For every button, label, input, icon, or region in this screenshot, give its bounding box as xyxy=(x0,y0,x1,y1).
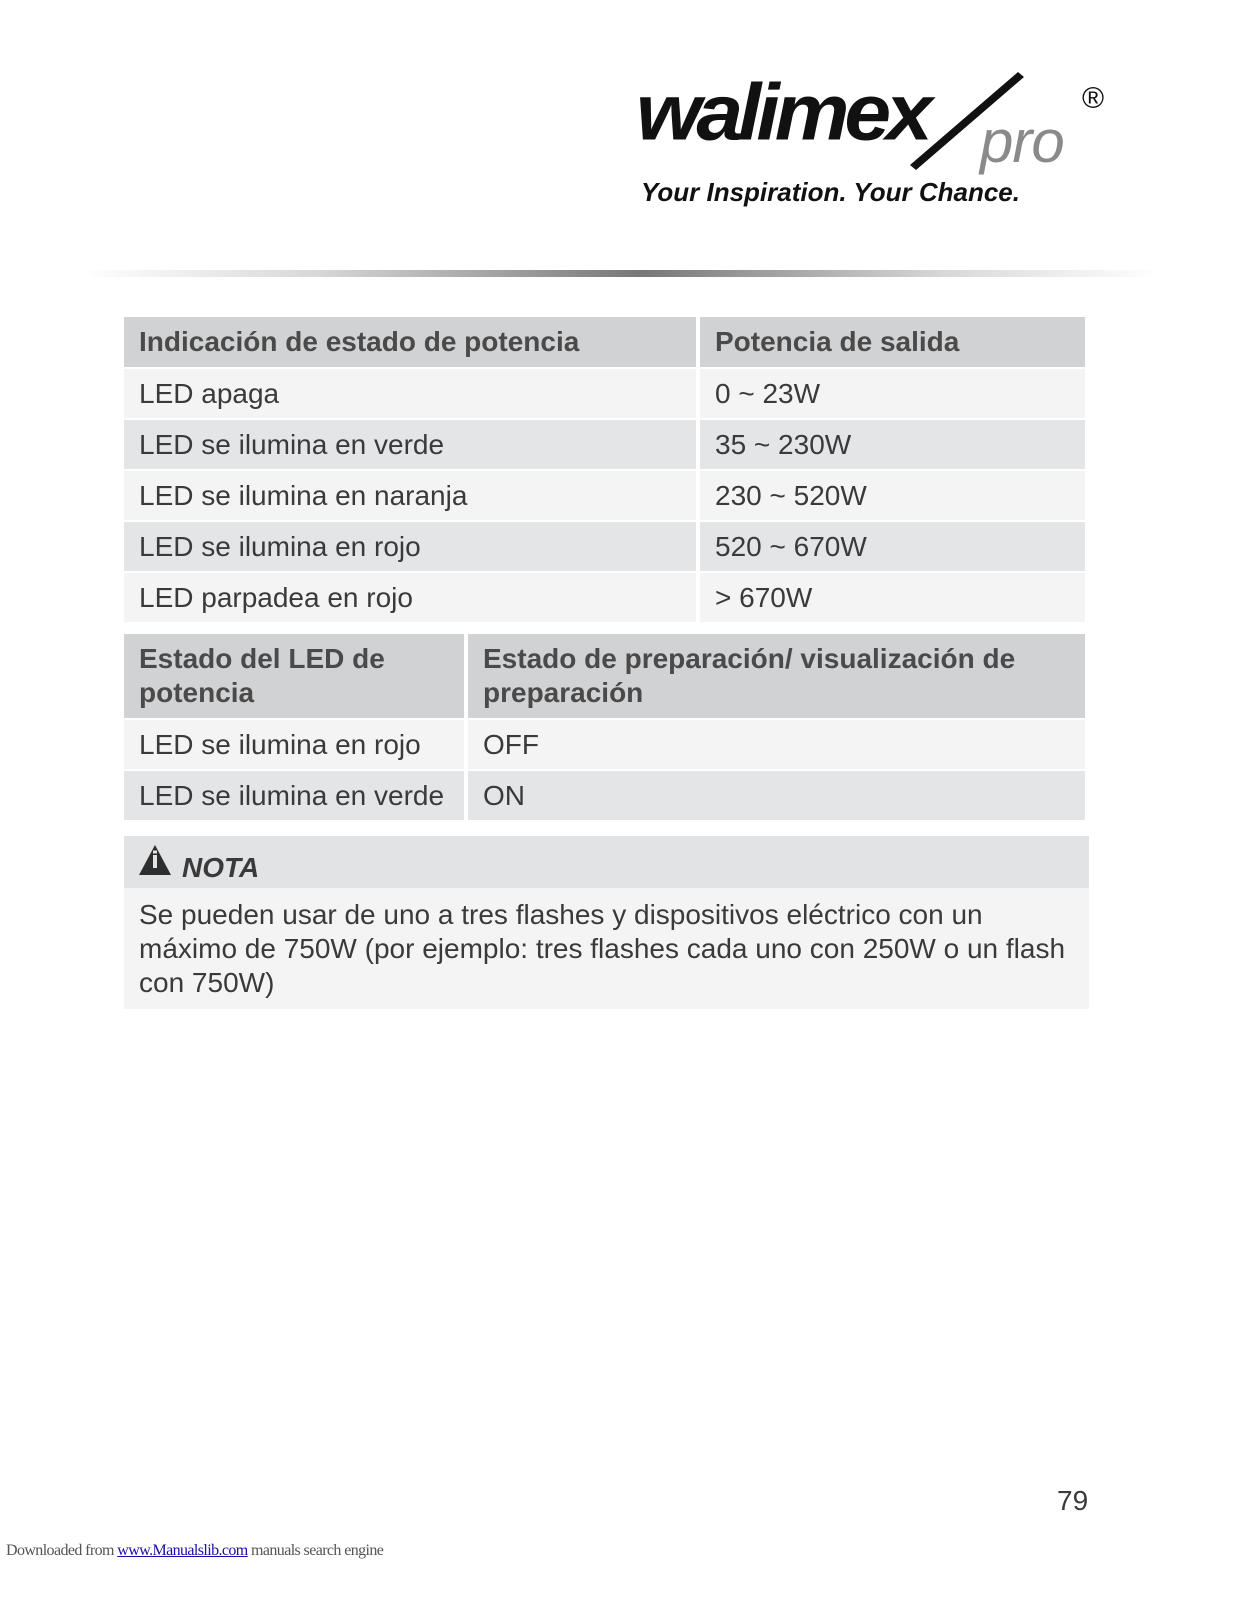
logo-suffix: pro xyxy=(980,108,1064,175)
table-cell: LED apaga xyxy=(124,368,698,419)
note-box xyxy=(124,836,1089,1009)
column-header: Estado de preparación/ visualización de preparación xyxy=(466,634,1085,719)
table-header-row xyxy=(124,634,1085,719)
table-cell: LED se ilumina en rojo xyxy=(124,521,698,572)
table-cell: ON xyxy=(466,770,1085,821)
power-status-table xyxy=(124,317,1085,624)
download-footer xyxy=(6,1542,383,1560)
logo-wordmark: walimex xyxy=(636,67,928,157)
table-row xyxy=(124,368,1085,419)
registered-mark: ® xyxy=(1082,82,1105,115)
ready-status-table xyxy=(124,634,1085,822)
warning-icon xyxy=(138,844,172,876)
table-row xyxy=(124,572,1085,623)
note-text: Se pueden usar de uno a tres flashes y dispositivos eléctrico con un máximo de 750W (por ejemplo: tres flashes cada uno con 250W o un flash con 750W) xyxy=(124,888,1089,1009)
table-cell: 520 ~ 670W xyxy=(698,521,1085,572)
table-header-row xyxy=(124,317,1085,368)
table-cell: LED se ilumina en naranja xyxy=(124,470,698,521)
note-header xyxy=(124,836,1089,888)
footer-prefix: Downloaded from xyxy=(6,1542,118,1559)
table-cell: 0 ~ 23W xyxy=(698,368,1085,419)
column-header: Indicación de estado de potencia xyxy=(124,317,698,368)
table-row xyxy=(124,419,1085,470)
table-cell: > 670W xyxy=(698,572,1085,623)
table-cell: 35 ~ 230W xyxy=(698,419,1085,470)
manualslib-link[interactable]: www.Manualslib.com xyxy=(117,1542,248,1559)
brand-logo xyxy=(636,68,1116,228)
table-row xyxy=(124,521,1085,572)
note-title: NOTA xyxy=(182,852,260,883)
table-row xyxy=(124,470,1085,521)
table-row xyxy=(124,770,1085,821)
column-header: Potencia de salida xyxy=(698,317,1085,368)
table-cell: OFF xyxy=(466,719,1085,770)
table-cell: LED parpadea en rojo xyxy=(124,572,698,623)
table-row xyxy=(124,719,1085,770)
page-number: 79 xyxy=(1057,1485,1089,1516)
footer-suffix: manuals search engine xyxy=(247,1542,384,1559)
table-cell: LED se ilumina en rojo xyxy=(124,719,466,770)
table-cell: LED se ilumina en verde xyxy=(124,419,698,470)
table-cell: 230 ~ 520W xyxy=(698,470,1085,521)
tagline: Your Inspiration. Your Chance. xyxy=(641,177,1020,207)
table-cell: LED se ilumina en verde xyxy=(124,770,466,821)
column-header: Estado del LED de potencia xyxy=(124,634,466,719)
header-divider xyxy=(80,270,1160,277)
